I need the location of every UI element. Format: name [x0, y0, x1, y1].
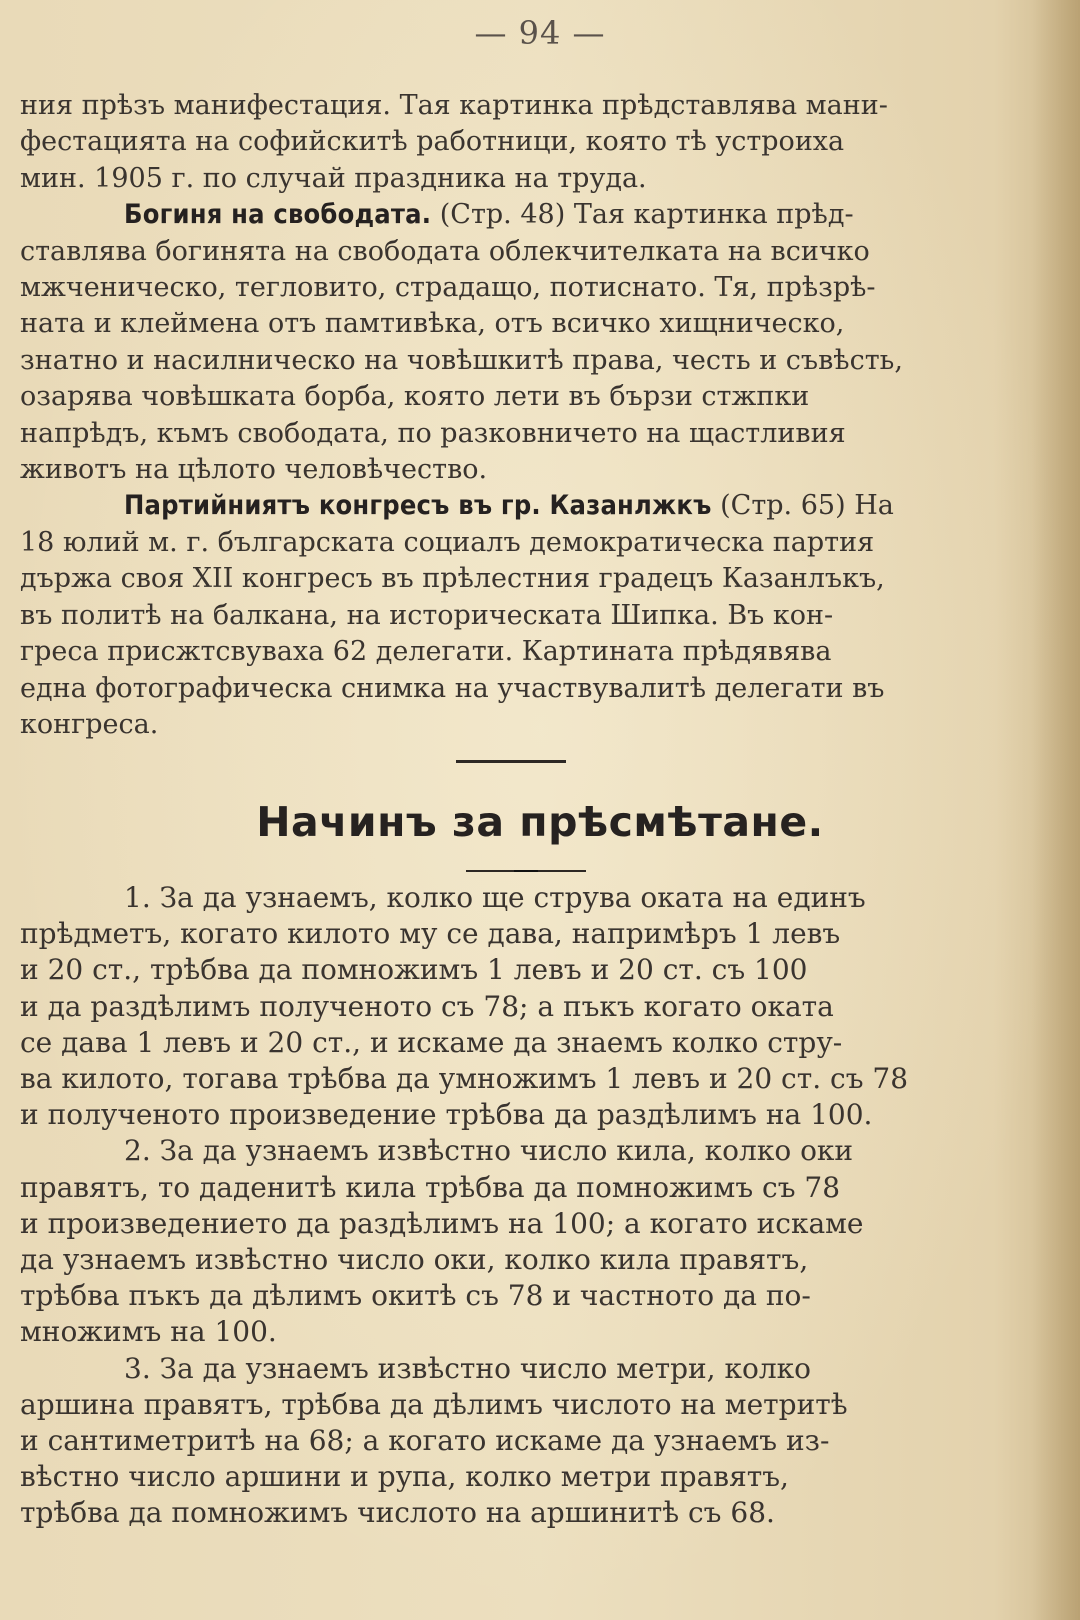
caption-3-first-line: [20, 488, 1000, 524]
caption-2-line-3: ната и клеймена отъ памтивѣка, отъ всичко хищническо,: [20, 308, 845, 340]
section-title: Начинъ за прѣсмѣтане.: [256, 798, 824, 846]
paragraph-1-line-3: и 20 ст., трѣбва да помножимъ 1 левъ и 20 ст. съ 100: [20, 953, 808, 987]
calculation-paragraphs: [20, 880, 1000, 1532]
caption-3-line-1: 18 юлий м. г. българската социалъ демократическа партия: [20, 526, 875, 558]
paragraph-1-line-7: и полученото произведение трѣбва да раздѣлимъ на 100.: [20, 1098, 873, 1132]
paragraph-2-line-5: трѣбва пъкъ да дѣлимъ окитѣ съ 78 и частното да по-: [20, 1279, 811, 1313]
caption-2-line-7: животъ на цѣлото человѣчество.: [20, 454, 488, 486]
paragraph-3-line-5: трѣбва да помножимъ числото на аршинитѣ съ 68.: [20, 1496, 775, 1530]
page-number: — 94 —: [474, 14, 606, 52]
paragraph-3-line-2: аршина правятъ, трѣбва да дѣлимъ числото на метритѣ: [20, 1387, 848, 1421]
paragraph-3-line-3: и сантиметритѣ на 68; а когато искаме да узнаемъ из-: [20, 1424, 830, 1458]
caption-2-first-line: [20, 197, 1000, 233]
paragraph-1-line-4: и да раздѣлимъ полученото съ 78; а пъкъ когато оката: [20, 989, 834, 1023]
caption-2-heading: Богиня на свободата.: [124, 199, 432, 231]
captions-block: [20, 88, 1000, 743]
caption-2-line-4: знатно и насилническо на човѣшкитѣ права, честь и съвѣсть,: [20, 344, 903, 376]
caption-3-line-6: конгреса.: [20, 708, 159, 740]
caption-2-line-6: напрѣдъ, къмъ свободата, по разковничето на щастливия: [20, 417, 846, 449]
caption-3-line-2: държа своя XII конгресъ въ прѣлестния градецъ Казанлъкъ,: [20, 563, 885, 595]
caption-1-line-3: мин. 1905 г. по случай праздника на труда.: [20, 162, 647, 194]
caption-1-line-2: фестацията на софийскитѣ работници, която тѣ устроиха: [20, 126, 845, 158]
paragraph-3-line-4: вѣстно число аршини и рупа, колко метри правятъ,: [20, 1460, 789, 1494]
paragraph-1-line-2: прѣдметъ, когато килото му се дава, напримѣръ 1 левъ: [20, 917, 841, 951]
paragraph-3-line-1: 3. За да узнаемъ извѣстно число метри, колко: [124, 1351, 811, 1385]
caption-3-heading: Партийниятъ конгресъ въ гр. Казанлжкъ: [124, 490, 712, 522]
paragraph-1-line-1: 1. За да узнаемъ, колко ще струва оката на единъ: [124, 881, 866, 914]
caption-3-first-line-rest: (Стр. 65) На: [711, 490, 894, 522]
paragraph-2-line-3: и произведението да раздѣлимъ на 100; а когато искаме: [20, 1206, 864, 1240]
caption-3-line-4: греса присжтсвуваха 62 делегати. Картината прѣдявява: [20, 636, 832, 668]
section-divider: [456, 760, 566, 763]
caption-1-line-1: ния прѣзъ манифестация. Тая картинка прѣдставлява мани-: [20, 90, 888, 121]
caption-2-line-1: ставлява богинята на свободата облекчителката на всичко: [20, 235, 870, 267]
title-underline-ornament: [466, 870, 586, 872]
paragraph-2-line-1: 2. За да узнаемъ извѣстно число кила, колко оки: [124, 1134, 854, 1168]
caption-2-first-line-rest: (Стр. 48) Тая картинка прѣд-: [431, 199, 854, 231]
paragraph-2-line-4: да узнаемъ извѣстно число оки, колко кила правятъ,: [20, 1243, 809, 1277]
paragraph-1-line-6: ва килото, тогава трѣбва да умножимъ 1 левъ и 20 ст. съ 78: [20, 1062, 909, 1096]
caption-3-line-3: въ политѣ на балкана, на историческата Шипка. Въ кон-: [20, 599, 834, 631]
caption-2-line-2: мжченическо, тегловито, страдащо, потиснато. Тя, прѣзрѣ-: [20, 272, 876, 304]
caption-3-line-5: една фотографическа снимка на участвувалитѣ делегати въ: [20, 672, 885, 704]
paragraph-2-line-6: множимъ на 100.: [20, 1315, 277, 1349]
paragraph-2-line-2: правятъ, то даденитѣ кила трѣбва да помножимъ съ 78: [20, 1170, 841, 1204]
paragraph-1-line-5: се дава 1 левъ и 20 ст., и искаме да знаемъ колко стру-: [20, 1025, 843, 1059]
caption-2-line-5: озарява човѣшката борба, която лети въ бързи стжпки: [20, 381, 810, 413]
